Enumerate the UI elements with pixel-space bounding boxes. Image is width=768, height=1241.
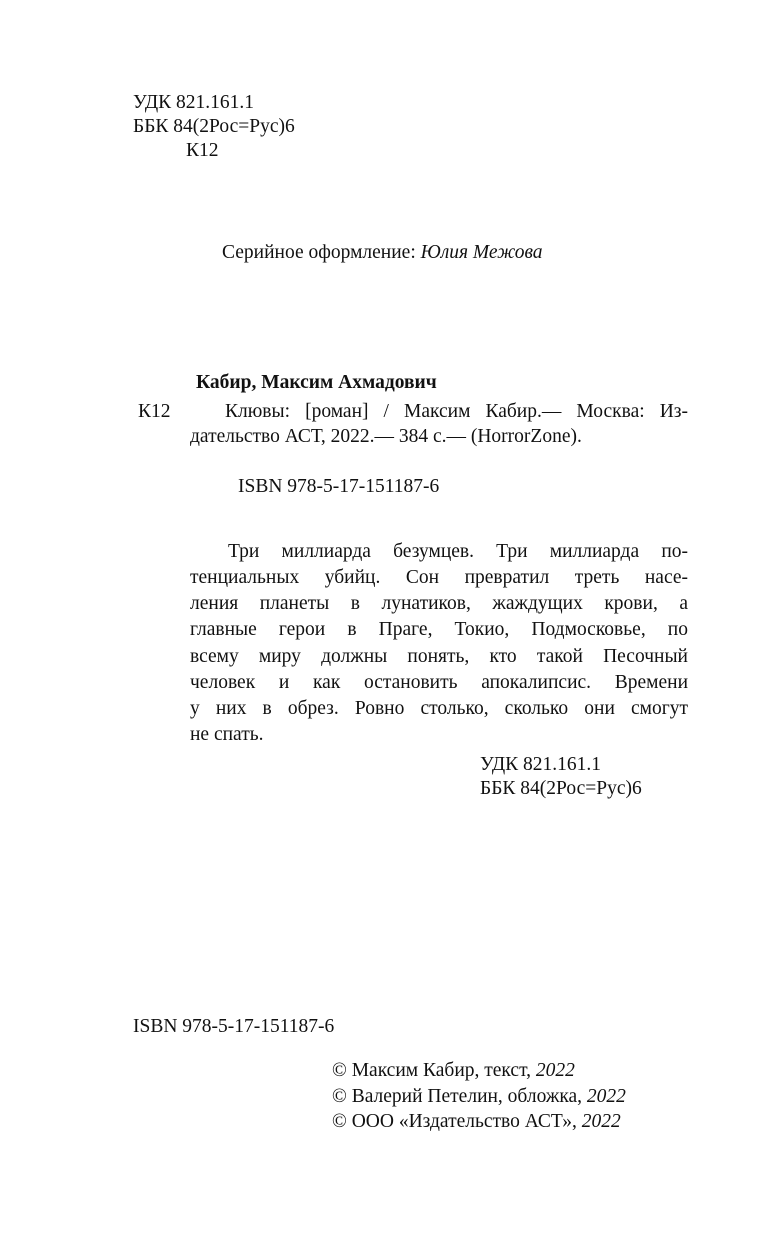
- copyright-icon: ©: [332, 1111, 347, 1132]
- copyright-line: © Валерий Петелин, обложка, 2022: [332, 1086, 626, 1107]
- annotation-line: ления планеты в лунатиков, жаждущих крови, а: [190, 593, 688, 614]
- udk-code: УДК 821.161.1: [133, 92, 255, 113]
- annotation-line: главные герои в Праге, Токио, Подмосковье, по: [190, 619, 688, 640]
- bbk-code: ББК 84(2Рос=Рус)6: [133, 116, 295, 137]
- record-udk: УДК 821.161.1: [480, 754, 602, 775]
- series-design-credit: [222, 241, 543, 265]
- record-title-line: дательство АСТ, 2022.— 384 с.— (HorrorZone).: [190, 426, 582, 447]
- author-sign: К12: [186, 140, 219, 161]
- annotation-line: тенциальных убийц. Сон превратил треть насе-: [190, 567, 688, 588]
- record-bbk: ББК 84(2Рос=Рус)6: [480, 778, 642, 799]
- annotation-line: у них в обрез. Ровно столько, сколько они смогут: [190, 698, 688, 719]
- record-isbn: ISBN 978-5-17-151187-6: [238, 476, 440, 497]
- copyright-line: © ООО «Издательство АСТ», 2022: [332, 1111, 621, 1132]
- annotation-line: человек и как остановить апокалипсис. Времени: [190, 672, 688, 693]
- annotation-line: всему миру должны понять, кто такой Песочный: [190, 646, 688, 667]
- copyright-icon: ©: [332, 1060, 347, 1081]
- annotation-line: Три миллиарда безумцев. Три миллиарда по-: [228, 541, 688, 562]
- footer-isbn: ISBN 978-5-17-151187-6: [133, 1016, 335, 1037]
- record-sign: К12: [138, 401, 171, 422]
- copyright-line: © Максим Кабир, текст, 2022: [332, 1060, 575, 1081]
- record-title-line: Клювы: [роман] / Максим Кабир.— Москва: Из-: [225, 401, 688, 422]
- annotation-line: не спать.: [190, 724, 264, 745]
- record-author: Кабир, Максим Ахмадович: [196, 372, 437, 393]
- copyright-icon: ©: [332, 1086, 347, 1107]
- series-design-label: Серийное оформление:: [222, 242, 416, 263]
- series-designer: Юлия Межова: [420, 242, 543, 263]
